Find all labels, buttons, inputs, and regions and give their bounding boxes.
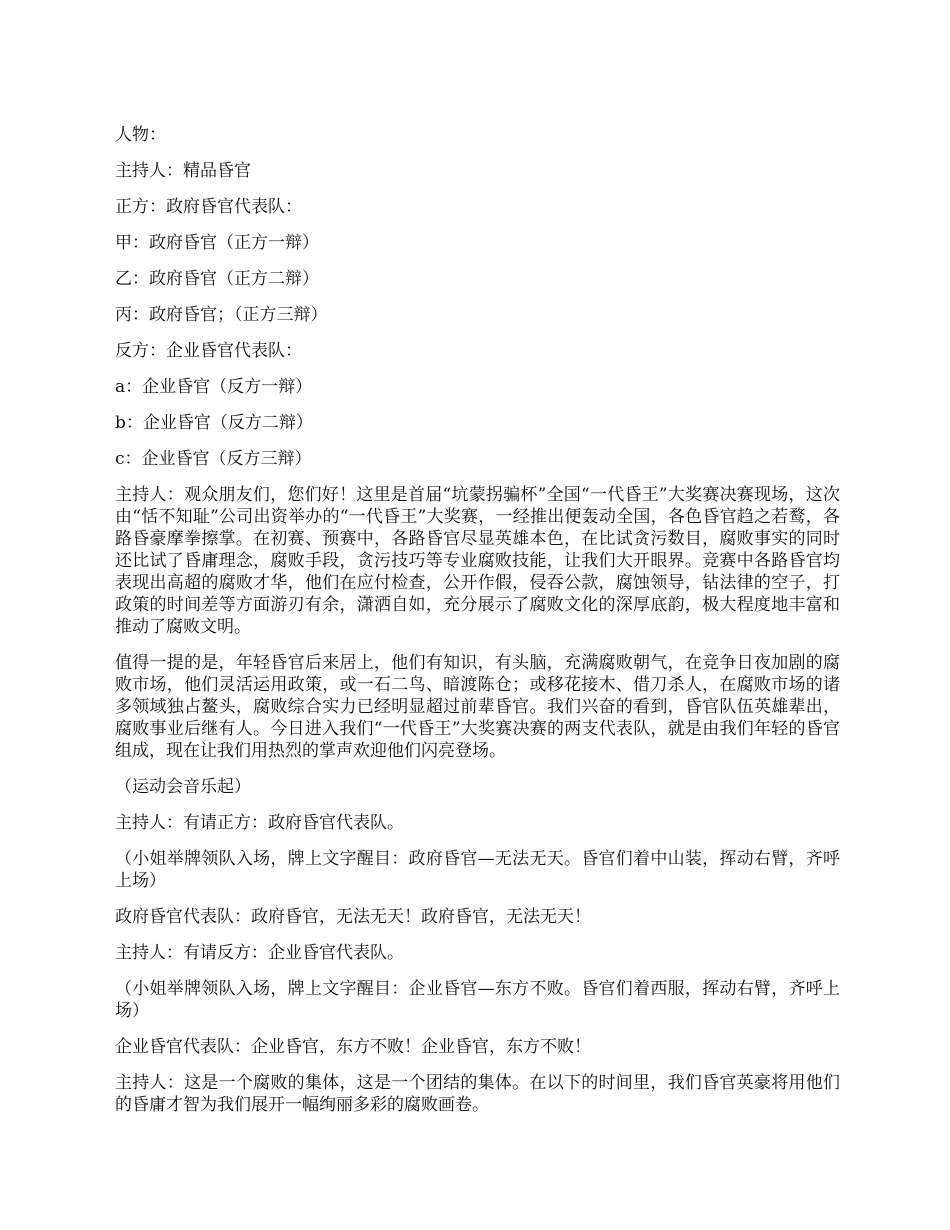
negative-team-chant: 企业昏官代表队：企业昏官，东方不败！企业昏官，东方不败！	[115, 1037, 591, 1057]
cast-negative-first: a：企业昏官（反方一辩）	[115, 377, 313, 397]
cast-affirmative-second: 乙：政府昏官（正方二辩）	[115, 269, 319, 289]
host-invite-affirmative: 主持人：有请正方：政府昏官代表队。	[115, 813, 404, 833]
host-invite-negative: 主持人：有请反方：企业昏官代表队。	[115, 943, 404, 963]
cast-affirmative-team: 正方：政府昏官代表队：	[115, 197, 302, 217]
host-opening-paragraph: 主持人：观众朋友们，您们好！这里是首届“坑蒙拐骗杯”全国“一代昏王”大奖赛决赛现场，这次由“恬不知耻”公司出资举办的“一代昏王”大奖赛，一经推出便轰动全国，各色昏官趋之若鹜，各路昏豪摩拳擦掌。在初赛、预赛中，各路昏官尽显英雄本色，在比试贪污数目，腐败事实的同时还比试了昏庸理念，腐败手段，贪污技巧等专业腐败技能，让我们大开眼界。竞赛中各路昏官均表现出高超的腐败才华，他们在应付检查，公开作假，侵吞公款，腐蚀领导，钻法律的空子，打政策的时间差等方面游刃有余，潇洒自如，充分展示了腐败文化的深厚底韵，极大程度地丰富和推动了腐败文明。	[115, 485, 840, 637]
cast-host: 主持人：精品昏官	[115, 161, 251, 181]
host-closing-paragraph: 主持人：这是一个腐败的集体，这是一个团结的集体。在以下的时间里，我们昏官英豪将用他们的昏庸才智为我们展开一幅绚丽多彩的腐败画卷。	[115, 1073, 840, 1115]
cast-affirmative-third: 丙：政府昏官；（正方三辩）	[115, 305, 328, 325]
stage-direction-affirmative-entry: （小姐举牌领队入场，牌上文字醒目：政府昏官—无法无天。昏官们着中山装，挥动右臂，齐呼上场）	[115, 849, 840, 891]
cast-negative-second: b：企业昏官（反方二辩）	[115, 413, 313, 433]
cast-heading: 人物：	[115, 125, 166, 145]
cast-negative-third: c：企业昏官（反方三辩）	[115, 449, 312, 469]
stage-direction-music: （运动会音乐起）	[115, 777, 251, 797]
host-young-officials-paragraph: 值得一提的是，年轻昏官后来居上，他们有知识，有头脑，充满腐败朝气，在竞争日夜加剧的腐败市场，他们灵活运用政策，或一石二鸟、暗渡陈仓；或移花接木、借刀杀人，在腐败市场的诸多领域独占鳌头，腐败综合实力已经明显超过前辈昏官。我们兴奋的看到，昏官队伍英雄辈出，腐败事业后继有人。今日进入我们“一代昏王”大奖赛决赛的两支代表队，就是由我们年轻的昏官组成，现在让我们用热烈的掌声欢迎他们闪亮登场。	[115, 653, 840, 761]
document-page	[115, 124, 840, 1130]
cast-affirmative-first: 甲：政府昏官（正方一辩）	[115, 233, 319, 253]
cast-negative-team: 反方：企业昏官代表队：	[115, 341, 302, 361]
stage-direction-negative-entry: （小姐举牌领队入场，牌上文字醒目：企业昏官—东方不败。昏官们着西服，挥动右臂，齐呼上场）	[115, 979, 840, 1021]
affirmative-team-chant: 政府昏官代表队：政府昏官，无法无天！政府昏官，无法无天！	[115, 907, 591, 927]
